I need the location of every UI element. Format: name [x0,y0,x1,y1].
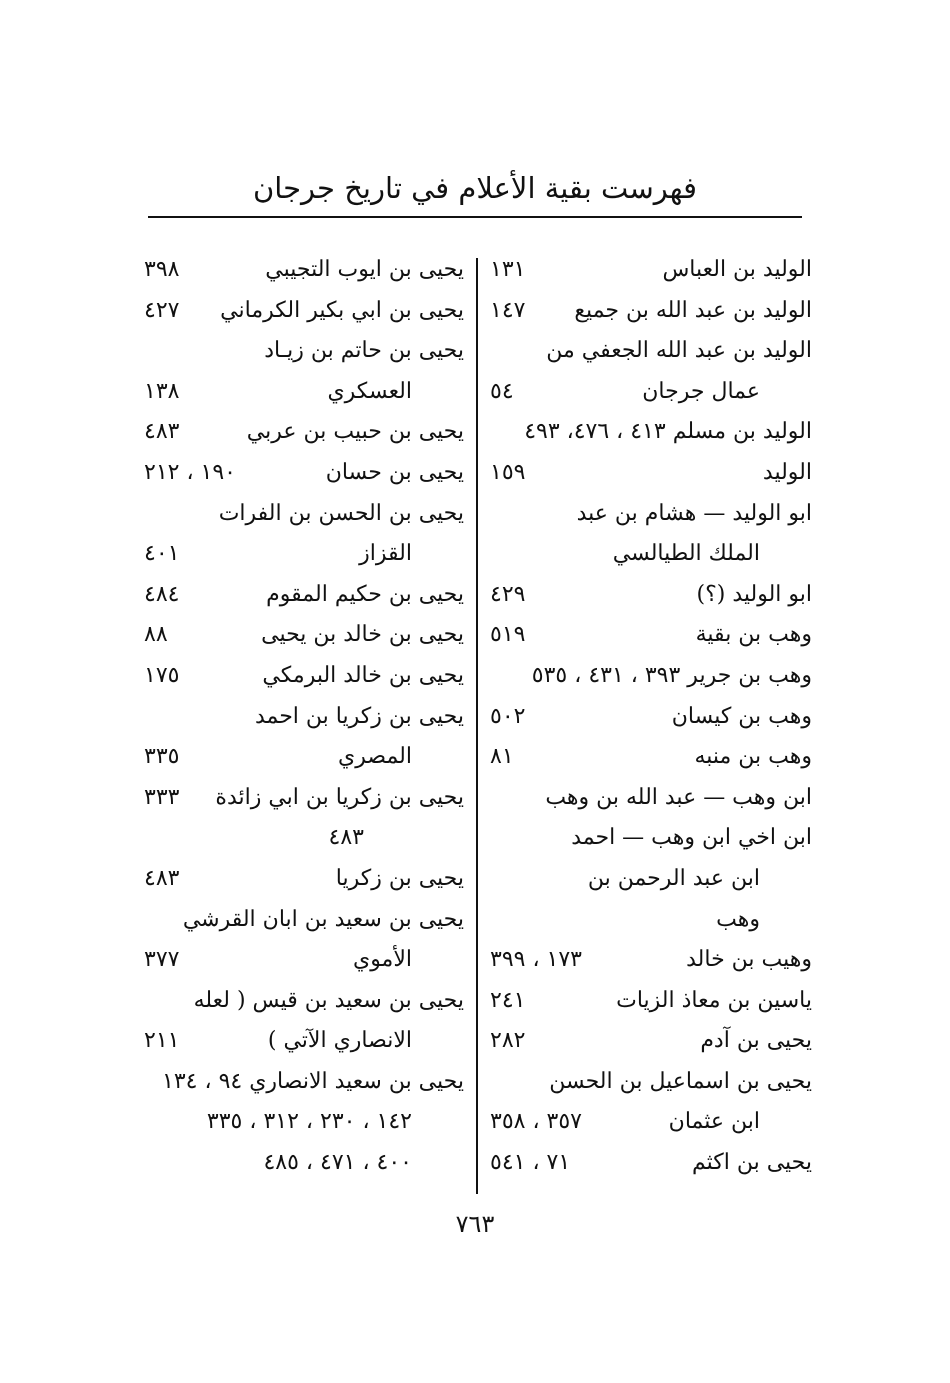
index-entry [486,1062,812,1103]
entry-pages: ٤٨٣ [144,419,180,445]
index-entry [140,453,464,494]
entry-pages: ٥١٩ [490,622,526,648]
index-entry [140,372,464,413]
entry-name: يحيى بن سعيد بن قيس ( لعله [193,987,464,1013]
entry-name: يحيى بن سعيد بن ابان القرشي [182,906,464,932]
entry-name: يحيى بن زكريا بن ابي زائدة [215,784,464,810]
entry-name: يحيى بن حسان [325,459,464,485]
entry-name: يحيى بن ايوب التجيبي [265,257,464,282]
index-entry [140,412,464,453]
index-entry [486,412,812,453]
entry-name: الأموي [352,947,412,973]
entry-pages: ٣٥٧ ، ٣٥٨ [490,1109,582,1135]
entry-name: ابن اخي ابن وهب — احمد [571,825,812,851]
entry-pages: ١٩٠ ، ٢١٢ [144,459,236,485]
entry-name: ابو الوليد (؟) [696,581,812,607]
entry-name: ابن عبد الرحمن بن [587,865,760,891]
entry-name: يحيى بن اكثم [691,1150,812,1176]
index-entry [140,291,464,332]
entry-pages: ٤٠١ [144,541,180,567]
index-entry [486,1102,812,1143]
entry-name: وهب [716,906,760,932]
column-divider [476,258,478,1194]
entry-name: وهب بن منبه [694,744,812,770]
index-entry [140,656,464,697]
index-entry [140,778,464,819]
entry-name: ابن وهب — عبد الله بن وهب [545,784,812,810]
index-entry [140,981,464,1022]
index-entry [486,737,812,778]
entry-pages: ١٧٣ ، ٣٩٩ [490,947,582,973]
page-number: ٧٦٣ [455,1210,495,1238]
entry-pages: ٥٤ [490,378,514,404]
entry-name: الوليد بن عبد الله بن جميع [574,297,812,323]
entry-name: القزاز [359,541,412,567]
index-entry [140,1143,464,1184]
entry-name: الملك الطيالسي [612,541,760,567]
header-divider [148,216,802,218]
index-entry [486,372,812,413]
entry-name: وهب بن بقية [695,622,812,648]
entry-pages: ٣٩٨ [144,257,180,282]
index-entry [486,1021,812,1062]
entry-pages: ٨٨ [144,622,168,648]
index-entry [140,697,464,738]
entry-pages: ٤٨٣ [144,865,180,891]
index-column-right [486,250,812,1184]
index-entry [486,940,812,981]
index-column-left [140,250,464,1184]
entry-name: يحيى بن حكيم المقوم [266,581,464,607]
entry-pages: ١٣٨ [144,378,180,404]
index-entry [486,291,812,332]
entry-name: يحيى بن خالد بن يحيى [261,622,464,648]
index-entry [140,737,464,778]
entry-pages: ٤٢٩ [490,581,526,607]
index-entry [486,250,812,291]
index-entry [486,900,812,941]
index-entry [140,615,464,656]
entry-pages: ٧١ ، ٥٤١ [490,1150,571,1176]
entry-name: الوليد بن العباس [662,257,812,282]
index-entry [486,494,812,535]
entry-name: يحيى بن خالد البرمكي [262,662,464,688]
entry-name: ياسين بن معاذ الزيات [616,987,812,1013]
entry-name: العسكري [327,378,412,404]
entry-name: المصري [338,744,412,770]
entry-name: وهيب بن خالد [686,947,812,973]
index-entry [140,1102,464,1143]
entry-name: يحيى بن حاتم بن زيـاد [264,338,464,364]
page-header-title: فهرست بقية الأعلام في تاريخ جرجان [252,171,698,205]
entry-name: وهب بن كيسان [671,703,812,729]
index-entry [140,331,464,372]
entry-name: ابن عثمان [668,1109,760,1135]
entry-name: يحيى بن اسماعيل بن الحسن [549,1068,812,1094]
index-entry [140,1062,464,1103]
entry-name: ٤٠٠ ، ٤٧١ ، ٤٨٥ [263,1150,412,1176]
entry-name: عمال جرجان [642,378,760,404]
entry-pages: ٣٣٥ [144,744,180,770]
index-entry [486,534,812,575]
index-entry [140,494,464,535]
entry-name: ابو الوليد — هشام بن عبد [576,500,812,526]
entry-pages: ٢١١ [144,1028,180,1054]
entry-pages: ٣٣٣ [144,784,180,810]
entry-name: الوليد بن عبد الله الجعفي من [546,338,812,364]
index-entry [486,981,812,1022]
index-entry [486,859,812,900]
entry-name: وهب بن جرير ٣٩٣ ، ٤٣١ ، ٥٣٥ [531,662,812,688]
index-entry [140,250,464,291]
index-entry [140,575,464,616]
entry-name: يحيى بن ابي بكير الكرماني [220,297,464,323]
entry-pages: ٢٨٢ [490,1028,526,1054]
index-entry [486,818,812,859]
index-entry [140,940,464,981]
index-entry [486,575,812,616]
entry-pages: ١٤٧ [490,297,526,323]
entry-pages: ١٣١ [490,257,526,282]
entry-name: ١٤٢ ، ٢٣٠ ، ٣١٢ ، ٣٣٥ [206,1109,412,1135]
index-entry [486,656,812,697]
entry-pages: ٥٠٢ [490,703,526,729]
index-entry [486,453,812,494]
entry-pages: ١٥٩ [490,459,526,485]
index-entry [140,1021,464,1062]
entry-pages: ٢٤١ [490,987,526,1013]
entry-name: ٤٨٣ [328,825,364,851]
entry-pages: ٤٢٧ [144,297,180,323]
index-entry [140,900,464,941]
index-entry [486,331,812,372]
index-entry [486,615,812,656]
index-entry [140,534,464,575]
index-entry [486,1143,812,1184]
entry-pages: ١٧٥ [144,662,180,688]
entry-name: يحيى بن حبيب بن عربي [246,419,464,445]
entry-pages: ٣٧٧ [144,947,180,973]
entry-pages: ٤٨٤ [144,581,180,607]
index-entry [140,859,464,900]
entry-name: الوليد [762,459,812,485]
index-entry [486,778,812,819]
entry-name: يحيى بن سعيد الانصاري ٩٤ ، ١٣٤ [162,1068,464,1094]
index-entry [486,697,812,738]
entry-name: الوليد بن مسلم ٤١٣ ، ٤٧٦، ٤٩٣ [524,419,812,445]
entry-pages: ٨١ [490,744,514,770]
entry-name: يحيى بن زكريا بن احمد [254,703,464,729]
index-entry [140,818,464,859]
entry-name: يحيى بن آدم [700,1028,812,1054]
entry-name: يحيى بن زكريا [335,865,464,891]
entry-name: الانصاري الآتي ) [267,1028,412,1054]
entry-name: يحيى بن الحسن بن الفرات [218,500,464,526]
